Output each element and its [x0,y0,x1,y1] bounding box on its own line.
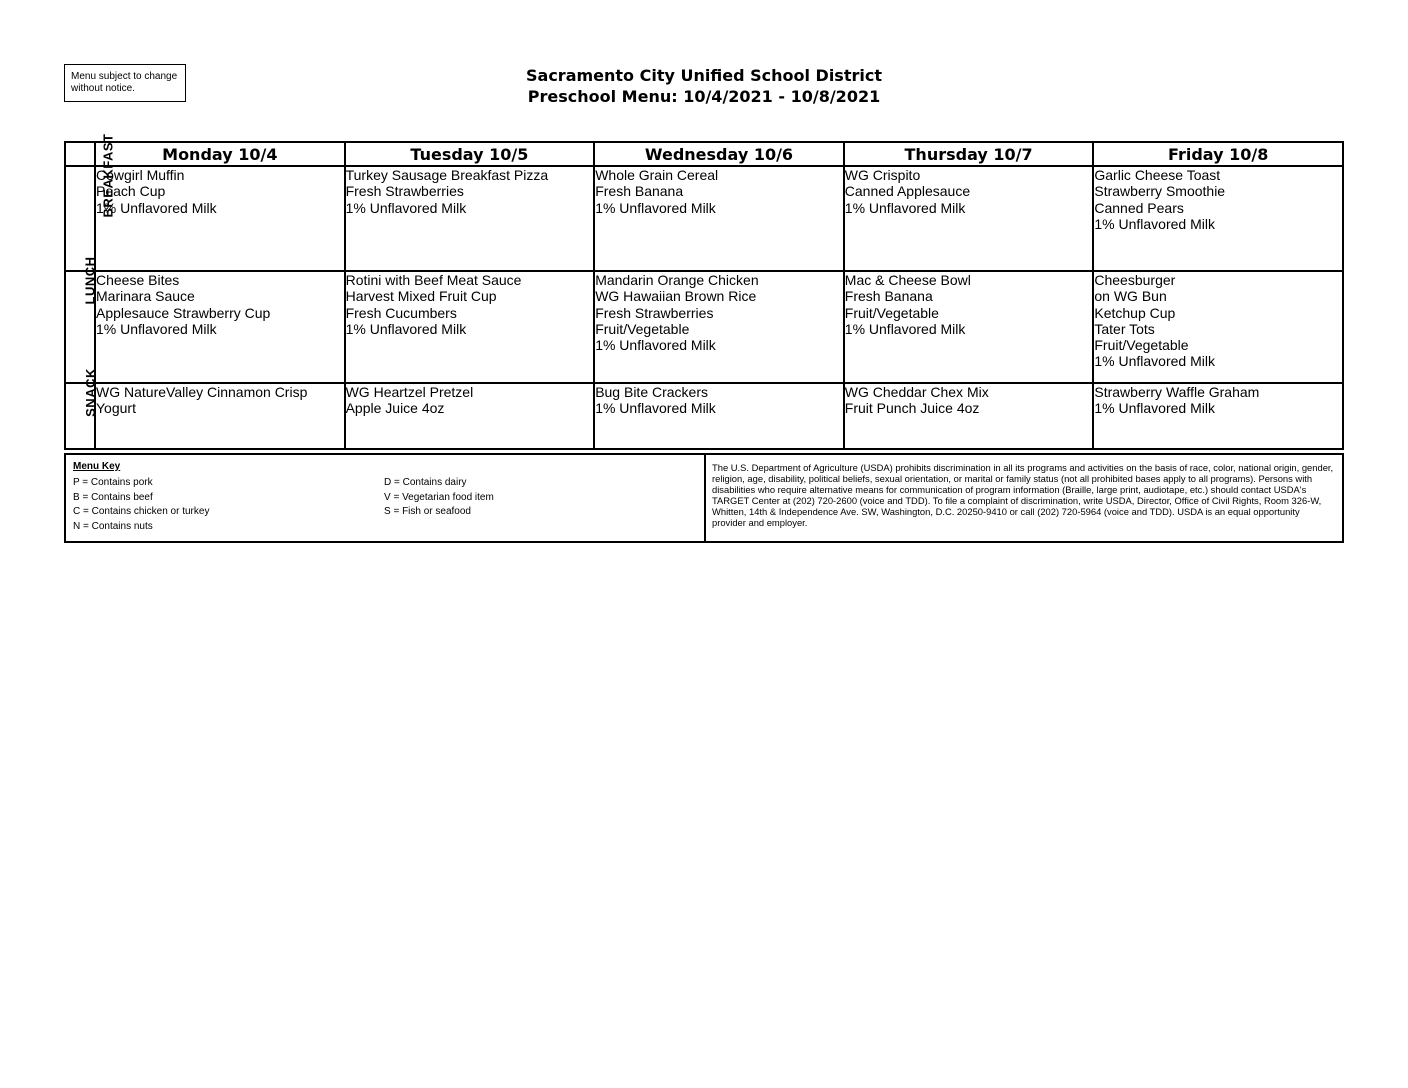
menu-item: Mandarin Orange Chicken [595,272,759,288]
menu-key-item: N = Contains nuts [73,521,153,533]
menu-week-title: Preschool Menu: 10/4/2021 - 10/8/2021 [527,87,881,106]
weekly-menu-table [64,133,1344,450]
menu-key-title: Menu Key [73,461,121,472]
menu-item: 1% Unflavored Milk [1094,400,1215,417]
menu-item: 1% Unflavored Milk [595,400,716,417]
menu-item: 1% Unflavored Milk [1094,353,1215,370]
usda-nondiscrimination-statement: The U.S. Department of Agriculture (USDA) prohibits discrimination in all its programs and activities on the basis of race, color, national origin, gender, religion, age, disability, political beliefs, sexual orientation, or marital or family status (not all prohibited bases apply to all programs). Persons with disabilities who require alternative means for communication of program information (Braille, large print, audiotape, etc.) should contact USDA's TARGET Center at (202) 720-2600 (voice and TDD). To file a complaint of discrimination, write USDA, Director, Office of Civil Rights, Room 326-W, Whitten, 14th & Independence Ave. SW, Washington, D.C. 20250-9410 or call (202) 720-5964 (voice and TDD). USDA is an equal opportunity provider and employer. [712,462,1334,528]
menu-item: Whole Grain Cereal [595,167,719,183]
menu-item: Applesauce Strawberry Cup [96,304,271,321]
menu-cell [95,166,345,271]
menu-item: Harvest Mixed Fruit Cup [345,288,497,305]
menu-item: Fruit Punch Juice 4oz [844,400,980,417]
menu-item: WG Crispito [844,167,921,183]
menu-item: Canned Pears [1094,199,1184,216]
menu-item: 1% Unflavored Milk [595,337,716,354]
menu-key-item: P = Contains pork [73,477,153,488]
menu-item: Fruit/Vegetable [595,320,690,337]
header-corner [65,142,95,166]
meal-label: SNACK [82,368,98,417]
menu-item: Fresh Strawberries [345,183,464,200]
menu-cell [844,166,1094,271]
menu-item: 1% Unflavored Milk [1094,215,1215,232]
meal-label: BREAKFAST [100,133,116,218]
menu-item: Fruit/Vegetable [1094,337,1189,354]
menu-cell [95,383,345,449]
menu-item: Strawberry Smoothie [1094,183,1226,200]
menu-cell [345,271,595,383]
menu-item: Bug Bite Crackers [595,384,709,400]
menu-item: WG Hawaiian Brown Rice [595,288,757,305]
menu-item: WG Cheddar Chex Mix [844,384,989,400]
menu-item: Cheese Bites [96,272,180,288]
menu-item: 1% Unflavored Milk [595,199,716,216]
menu-item: on WG Bun [1094,288,1167,305]
menu-cell [594,383,844,449]
menu-item: Turkey Sausage Breakfast Pizza [345,167,549,183]
menu-item: Apple Juice 4oz [345,400,445,417]
menu-item: 1% Unflavored Milk [96,320,217,337]
menu-key [66,455,706,541]
menu-cell [594,166,844,271]
menu-key-left-column [73,476,209,535]
menu-item: Strawberry Waffle Graham [1094,384,1260,400]
menu-cell [345,166,595,271]
menu-footer [64,453,1344,543]
menu-item: Fresh Banana [595,183,684,200]
menu-item: Tater Tots [1094,320,1155,337]
menu-item: Fresh Strawberries [595,304,714,321]
day-header: Thursday 10/7 [844,142,1094,166]
menu-item: 1% Unflavored Milk [844,199,966,216]
menu-item: Garlic Cheese Toast [1094,167,1221,183]
menu-item: Cowgirl Muffin [96,167,185,183]
menu-item: Fresh Banana [844,288,933,305]
district-title: Sacramento City Unified School District [526,66,882,85]
meal-label: LUNCH [82,256,98,305]
menu-item: Canned Applesauce [844,183,971,200]
menu-item: Cheesburger [1094,272,1176,288]
menu-key-item: C = Contains chicken or turkey [73,506,210,518]
day-header: Wednesday 10/6 [594,142,844,166]
menu-item: Fresh Cucumbers [345,304,457,321]
meal-row-lunch [65,271,1343,383]
menu-cell [345,383,595,449]
menu-item: Rotini with Beef Meat Sauce [345,272,522,288]
menu-item: Peach Cup [96,183,166,200]
menu-cell [95,271,345,383]
meal-label-cell [65,133,116,271]
menu-key-right-column [384,476,494,520]
menu-item: 1% Unflavored Milk [345,199,467,216]
day-header-row [65,142,1343,166]
menu-item: Fruit/Vegetable [844,304,939,321]
menu-key-item: D = Contains dairy [384,477,467,488]
menu-notice: Menu subject to change without notice. [64,64,186,102]
menu-item: 1% Unflavored Milk [844,320,966,337]
menu-cell [1093,166,1343,271]
menu-cell [1093,271,1343,383]
menu-cell [844,383,1094,449]
meal-label-cell [65,256,98,383]
menu-item: 1% Unflavored Milk [96,199,217,216]
menu-item: Marinara Sauce [96,288,195,305]
menu-cell [594,271,844,383]
menu-cell [844,271,1094,383]
menu-item: Mac & Cheese Bowl [844,272,971,288]
menu-key-item: V = Vegetarian food item [384,491,494,503]
menu-key-item: B = Contains beef [73,491,153,503]
menu-item: Ketchup Cup [1094,304,1176,321]
menu-item: WG NatureValley Cinnamon Crisp [96,384,308,400]
meal-label-cell [65,368,98,449]
meal-row-breakfast [65,166,1343,271]
menu-item: 1% Unflavored Milk [345,320,467,337]
day-header: Monday 10/4 [95,142,345,166]
menu-cell [1093,383,1343,449]
menu-item: WG Heartzel Pretzel [345,384,474,400]
menu-key-item: S = Fish or seafood [384,506,471,518]
menu-item: Yogurt [96,400,136,417]
day-header: Friday 10/8 [1093,142,1343,166]
day-header: Tuesday 10/5 [345,142,595,166]
meal-row-snack [65,383,1343,449]
